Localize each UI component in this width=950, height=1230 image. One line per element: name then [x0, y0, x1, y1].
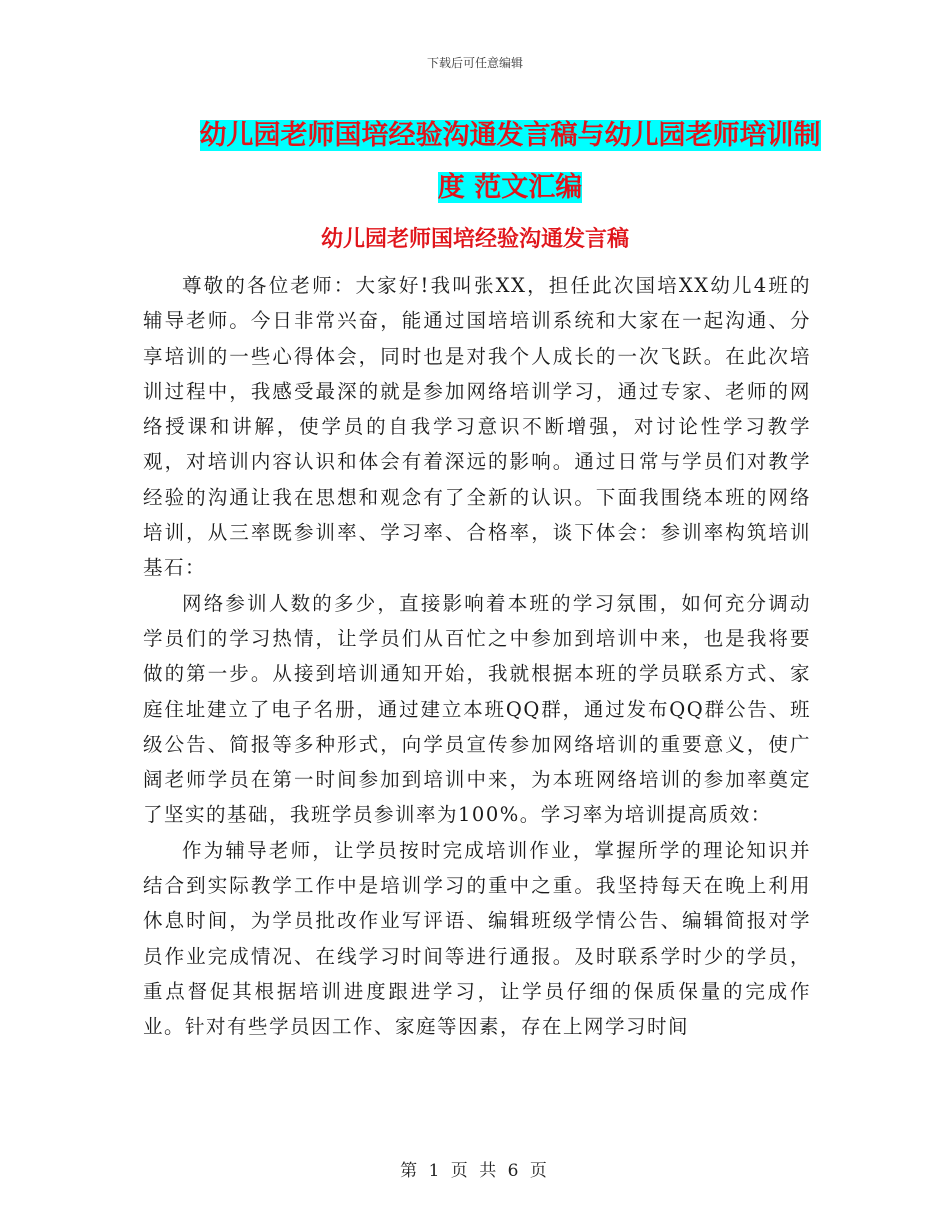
body-text: [143, 268, 811, 1045]
paragraph: 尊敬的各位老师：大家好!我叫张XX，担任此次国培XX幼儿4班的辅导老师。今日非常兴奋，能通过国培培训系统和大家在一起沟通、分享培训的一些心得体会，同时也是对我个人成长的一次飞跃。在此次培训过程中，我感受最深的就是参加网络培训学习，通过专家、老师的网络授课和讲解，使学员的自我学习意识不断增强，对讨论性学习教学观，对培训内容认识和体会有着深远的影响。通过日常与学员们对教学经验的沟通让我在思想和观念有了全新的认识。下面我围绕本班的网络培训，从三率既参训率、学习率、合格率，谈下体会：参训率构筑培训基石：: [143, 274, 811, 580]
page-footer: 第 1 页 共 6 页: [400, 1161, 550, 1181]
section-heading: 幼儿园老师国培经验沟通发言稿: [320, 227, 629, 252]
document-title: [190, 110, 830, 214]
paragraph: 网络参训人数的多少，直接影响着本班的学习氛围，如何充分调动学员们的学习热情，让学员们从百忙之中参加到培训中来，也是我将要做的第一步。从接到培训通知开始，我就根据本班的学员联系方式、家庭住址建立了电子名册，通过建立本班QQ群，通过发布QQ群公告、班级公告、简报等多种形式，向学员宣传参加网络培训的重要意义，使广阔老师学员在第一时间参加到培训中来，为本班网络培训的参加率奠定了坚实的基础，我班学员参训率为100%。学习率为培训提高质效：: [143, 591, 811, 827]
paragraph: 作为辅导老师，让学员按时完成培训作业，掌握所学的理论知识并结合到实际教学工作中是培训学习的重中之重。我坚持每天在晚上利用休息时间，为学员批改作业写评语、编辑班级学情公告、编辑简报对学员作业完成情况、在线学习时间等进行通报。及时联系学时少的学员，重点督促其根据培训进度跟进学习，让学员仔细的保质保量的完成作业。针对有些学员因工作、家庭等因素，存在上网学习时间: [143, 838, 811, 1039]
header-note: 下载后可任意编辑: [426, 56, 523, 70]
document-title-text: 幼儿园老师国培经验沟通发言稿与幼儿园老师培训制度 范文汇编: [199, 120, 821, 203]
